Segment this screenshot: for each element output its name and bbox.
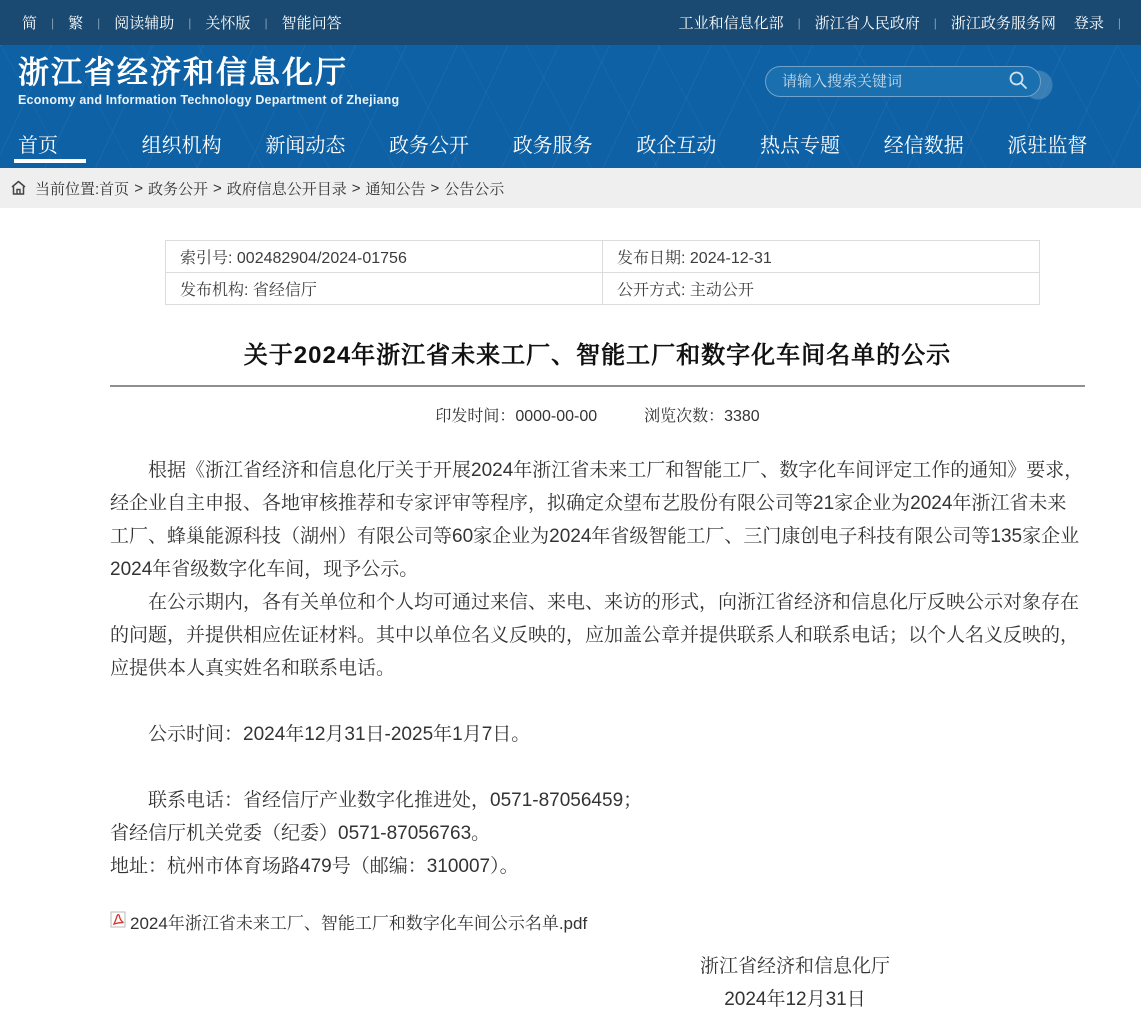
topbar-link-zj-gov[interactable]: 浙江省人民政府: [814, 15, 920, 32]
home-icon[interactable]: [10, 180, 27, 196]
article-body: [110, 454, 1085, 883]
nav-item-gov-services[interactable]: 政务服务: [512, 134, 593, 157]
divider: |: [933, 15, 937, 30]
topbar-link-reading-aid[interactable]: 阅读辅助: [114, 15, 175, 32]
topbar-left-links: [22, 12, 342, 33]
attachment-file-name: 2024年浙江省未来工厂、智能工厂和数字化车间公示名单.pdf: [130, 914, 588, 933]
topbar-link-smart-qa[interactable]: 智能问答: [281, 15, 342, 32]
topbar: [0, 0, 1141, 45]
signature-organization: 浙江省经济和信息化厅: [699, 956, 890, 977]
site-header: [0, 45, 1141, 118]
topbar-link-zj-service[interactable]: 浙江政务服务网: [950, 15, 1056, 32]
divider: |: [51, 15, 55, 30]
nav-item-home[interactable]: 首页: [14, 118, 138, 168]
nav-item-supervision[interactable]: 派驻监督: [1007, 134, 1088, 157]
article-container: [110, 208, 1085, 1016]
breadcrumb-item-home[interactable]: 首页: [99, 180, 130, 198]
breadcrumb-separator: >: [351, 179, 361, 197]
nav-item-economic-data[interactable]: 经信数据: [883, 134, 964, 157]
table-row: [166, 273, 1040, 305]
nav-item-organization[interactable]: 组织机构: [141, 134, 222, 157]
notice-period: 公示时间：2024年12月31日-2025年1月7日。: [148, 724, 531, 745]
signature-date: 2024年12月31日: [724, 989, 866, 1010]
meta-publish-date: 发布日期: 2024-12-31: [603, 241, 1040, 273]
contact-address-line: 地址：杭州市体育场路479号（邮编：310007）。: [110, 856, 519, 877]
breadcrumb-prefix: 当前位置:: [35, 180, 100, 198]
masthead: [0, 45, 1141, 168]
signature-block: [665, 950, 925, 1016]
divider: |: [188, 15, 192, 30]
breadcrumb-item-notices[interactable]: 通知公告: [365, 180, 426, 198]
site-title: 浙江省经济和信息化厅: [18, 54, 348, 90]
site-logo[interactable]: [18, 56, 399, 107]
breadcrumb: [0, 168, 1141, 208]
topbar-link-simplified[interactable]: 简: [22, 15, 38, 32]
contact-phone-line: 联系电话：省经信厅产业数字化推进处，0571-87056459；: [148, 790, 643, 811]
nav-item-gov-enterprise[interactable]: 政企互动: [636, 134, 717, 157]
topbar-link-miit[interactable]: 工业和信息化部: [678, 15, 784, 32]
topbar-right-links: [679, 12, 1135, 33]
table-row: [166, 241, 1040, 273]
article-meta-line: [110, 403, 1085, 426]
topbar-link-traditional[interactable]: 繁: [68, 15, 84, 32]
divider: |: [264, 15, 268, 30]
attachment-pdf-link[interactable]: [110, 909, 587, 934]
paragraph: 在公示期内，各有关单位和个人均可通过来信、来电、来访的形式，向浙江省经济和信息化厅反映公示对象存在的问题，并提供相应佐证材料。其中以单位名义反映的，应加盖公章并提供联系人和联系电话；以个人名义反映的，应提供本人真实姓名和联系电话。: [110, 592, 1080, 679]
meta-index-number: 索引号: 002482904/2024-01756: [166, 241, 603, 273]
divider: |: [797, 15, 801, 30]
contact-phone-line-2: 省经信厅机关党委（纪委）0571-87056763。: [110, 823, 491, 844]
paragraph: 根据《浙江省经济和信息化厅关于开展2024年浙江省未来工厂和智能工厂、数字化车间评定工作的通知》要求，经企业自主申报、各地审核推荐和专家评审等程序，拟确定众望布艺股份有限公司等21家企业为2024年浙江省未来工厂、蜂巢能源科技（湖州）有限公司等60家企业为2024年省级智能工厂、三门康创电子科技有限公司等135家企业2024年省级数字化车间，现予公示。: [110, 460, 1084, 580]
pdf-icon: [110, 911, 126, 933]
nav-item-news[interactable]: 新闻动态: [265, 134, 346, 157]
title-divider: [110, 385, 1085, 387]
page-title: 关于2024年浙江省未来工厂、智能工厂和数字化车间名单的公示: [243, 342, 952, 369]
view-count: 浏览次数：3380: [644, 408, 760, 425]
breadcrumb-separator: >: [134, 179, 143, 197]
search-box: [765, 66, 1041, 97]
breadcrumb-separator: >: [430, 179, 440, 197]
breadcrumb-item-gov-disclosure[interactable]: 政务公开: [147, 180, 208, 198]
breadcrumb-item-info-catalog[interactable]: 政府信息公开目录: [226, 180, 347, 198]
main-nav: [0, 118, 1141, 168]
meta-publish-agency: 发布机构: 省经信厅: [166, 273, 603, 305]
topbar-link-care-version[interactable]: 关怀版: [205, 15, 251, 32]
nav-item-gov-disclosure[interactable]: 政务公开: [389, 134, 470, 157]
divider: |: [97, 15, 101, 30]
search-button[interactable]: [1008, 70, 1028, 93]
divider: |: [1117, 15, 1121, 30]
search-icon: [1008, 70, 1028, 93]
breadcrumb-separator: >: [212, 179, 222, 197]
site-title-english: Economy and Information Technology Department of Zhejiang: [18, 93, 400, 108]
meta-disclosure-method: 公开方式: 主动公开: [603, 273, 1040, 305]
attachment-row: [110, 909, 1085, 934]
nav-item-hot-topics[interactable]: 热点专题: [760, 134, 841, 157]
login-link[interactable]: 登录: [1073, 15, 1104, 32]
print-time: 印发时间：0000-00-00: [435, 408, 598, 425]
breadcrumb-item-announcements[interactable]: 公告公示: [444, 180, 505, 198]
search-input[interactable]: [782, 73, 1008, 90]
doc-meta-table: [165, 240, 1040, 305]
